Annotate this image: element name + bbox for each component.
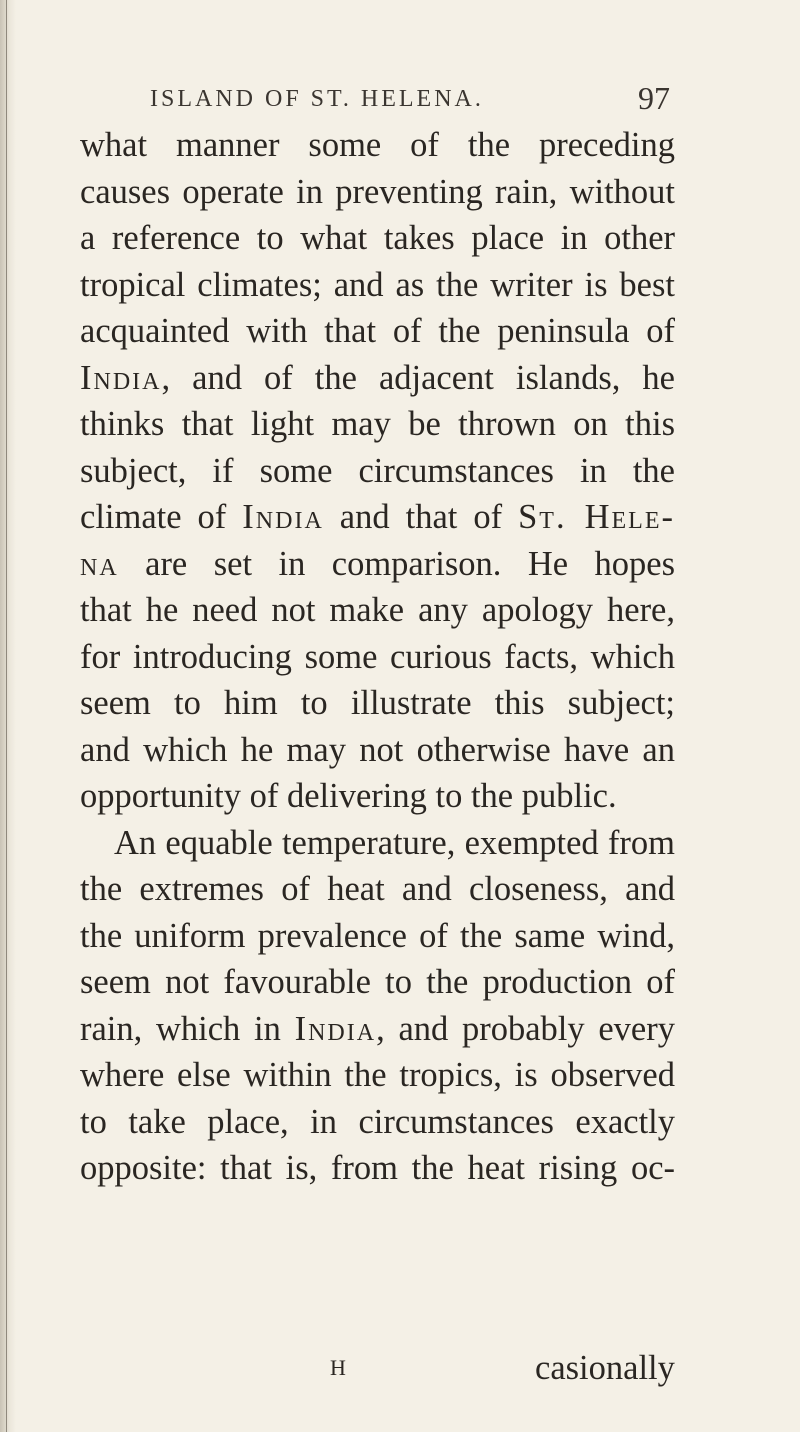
- text-line: India, and of the adjacent islands, he: [80, 358, 675, 397]
- small-caps-word: India: [80, 358, 162, 397]
- text-line: subject, if some circumstances in the: [80, 451, 675, 490]
- text-line: for introducing some curious facts, which: [80, 637, 675, 676]
- text-line: opportunity of delivering to the public.: [80, 777, 617, 815]
- signature-mark: H: [330, 1355, 347, 1380]
- small-caps-word: India: [242, 498, 324, 536]
- text-line: a reference to what takes place in other: [80, 219, 675, 257]
- small-caps-word: na: [80, 544, 119, 583]
- text-line: the uniform prevalence of the same wind,: [80, 916, 675, 955]
- text-line: rain, which in India, and probably every: [80, 1009, 675, 1048]
- paragraph-first-line: An equable temperature, exempted from: [114, 823, 675, 862]
- running-head: [150, 80, 670, 120]
- page-gutter-shadow: [0, 0, 16, 1432]
- text-line: opposite: that is, from the heat rising oc-: [80, 1149, 675, 1187]
- text-line: tropical climates; and as the writer is best: [80, 265, 675, 304]
- running-head-title: ISLAND OF ST. HELENA.: [150, 86, 484, 112]
- text-line: na are set in comparison. He hopes: [80, 544, 675, 583]
- catchword: casionally: [535, 1349, 675, 1387]
- text-line: seem to him to illustrate this subject;: [80, 684, 675, 722]
- small-caps-word: St. Hele-: [518, 498, 675, 536]
- text-line: what manner some of the preceding: [80, 126, 675, 164]
- catchline: [0, 1345, 800, 1391]
- small-caps-word: India: [294, 1009, 377, 1048]
- text-line: to take place, in circumstances exactly: [80, 1102, 675, 1141]
- page-edge: [6, 0, 7, 1432]
- text-line: thinks that light may be thrown on this: [80, 405, 675, 443]
- page-number: 97: [638, 80, 670, 116]
- text-line: the extremes of heat and closeness, and: [80, 870, 675, 908]
- text-line: and which he may not otherwise have an: [80, 730, 675, 769]
- text-line: acquainted with that of the peninsula of: [80, 312, 675, 350]
- text-line: climate of India and that of St. Hele-: [80, 498, 675, 536]
- text-line: seem not favourable to the production of: [80, 963, 675, 1001]
- text-line: that he need not make any apology here,: [80, 591, 675, 629]
- text-line: where else within the tropics, is observed: [80, 1056, 675, 1094]
- text-line: causes operate in preventing rain, without: [80, 172, 675, 211]
